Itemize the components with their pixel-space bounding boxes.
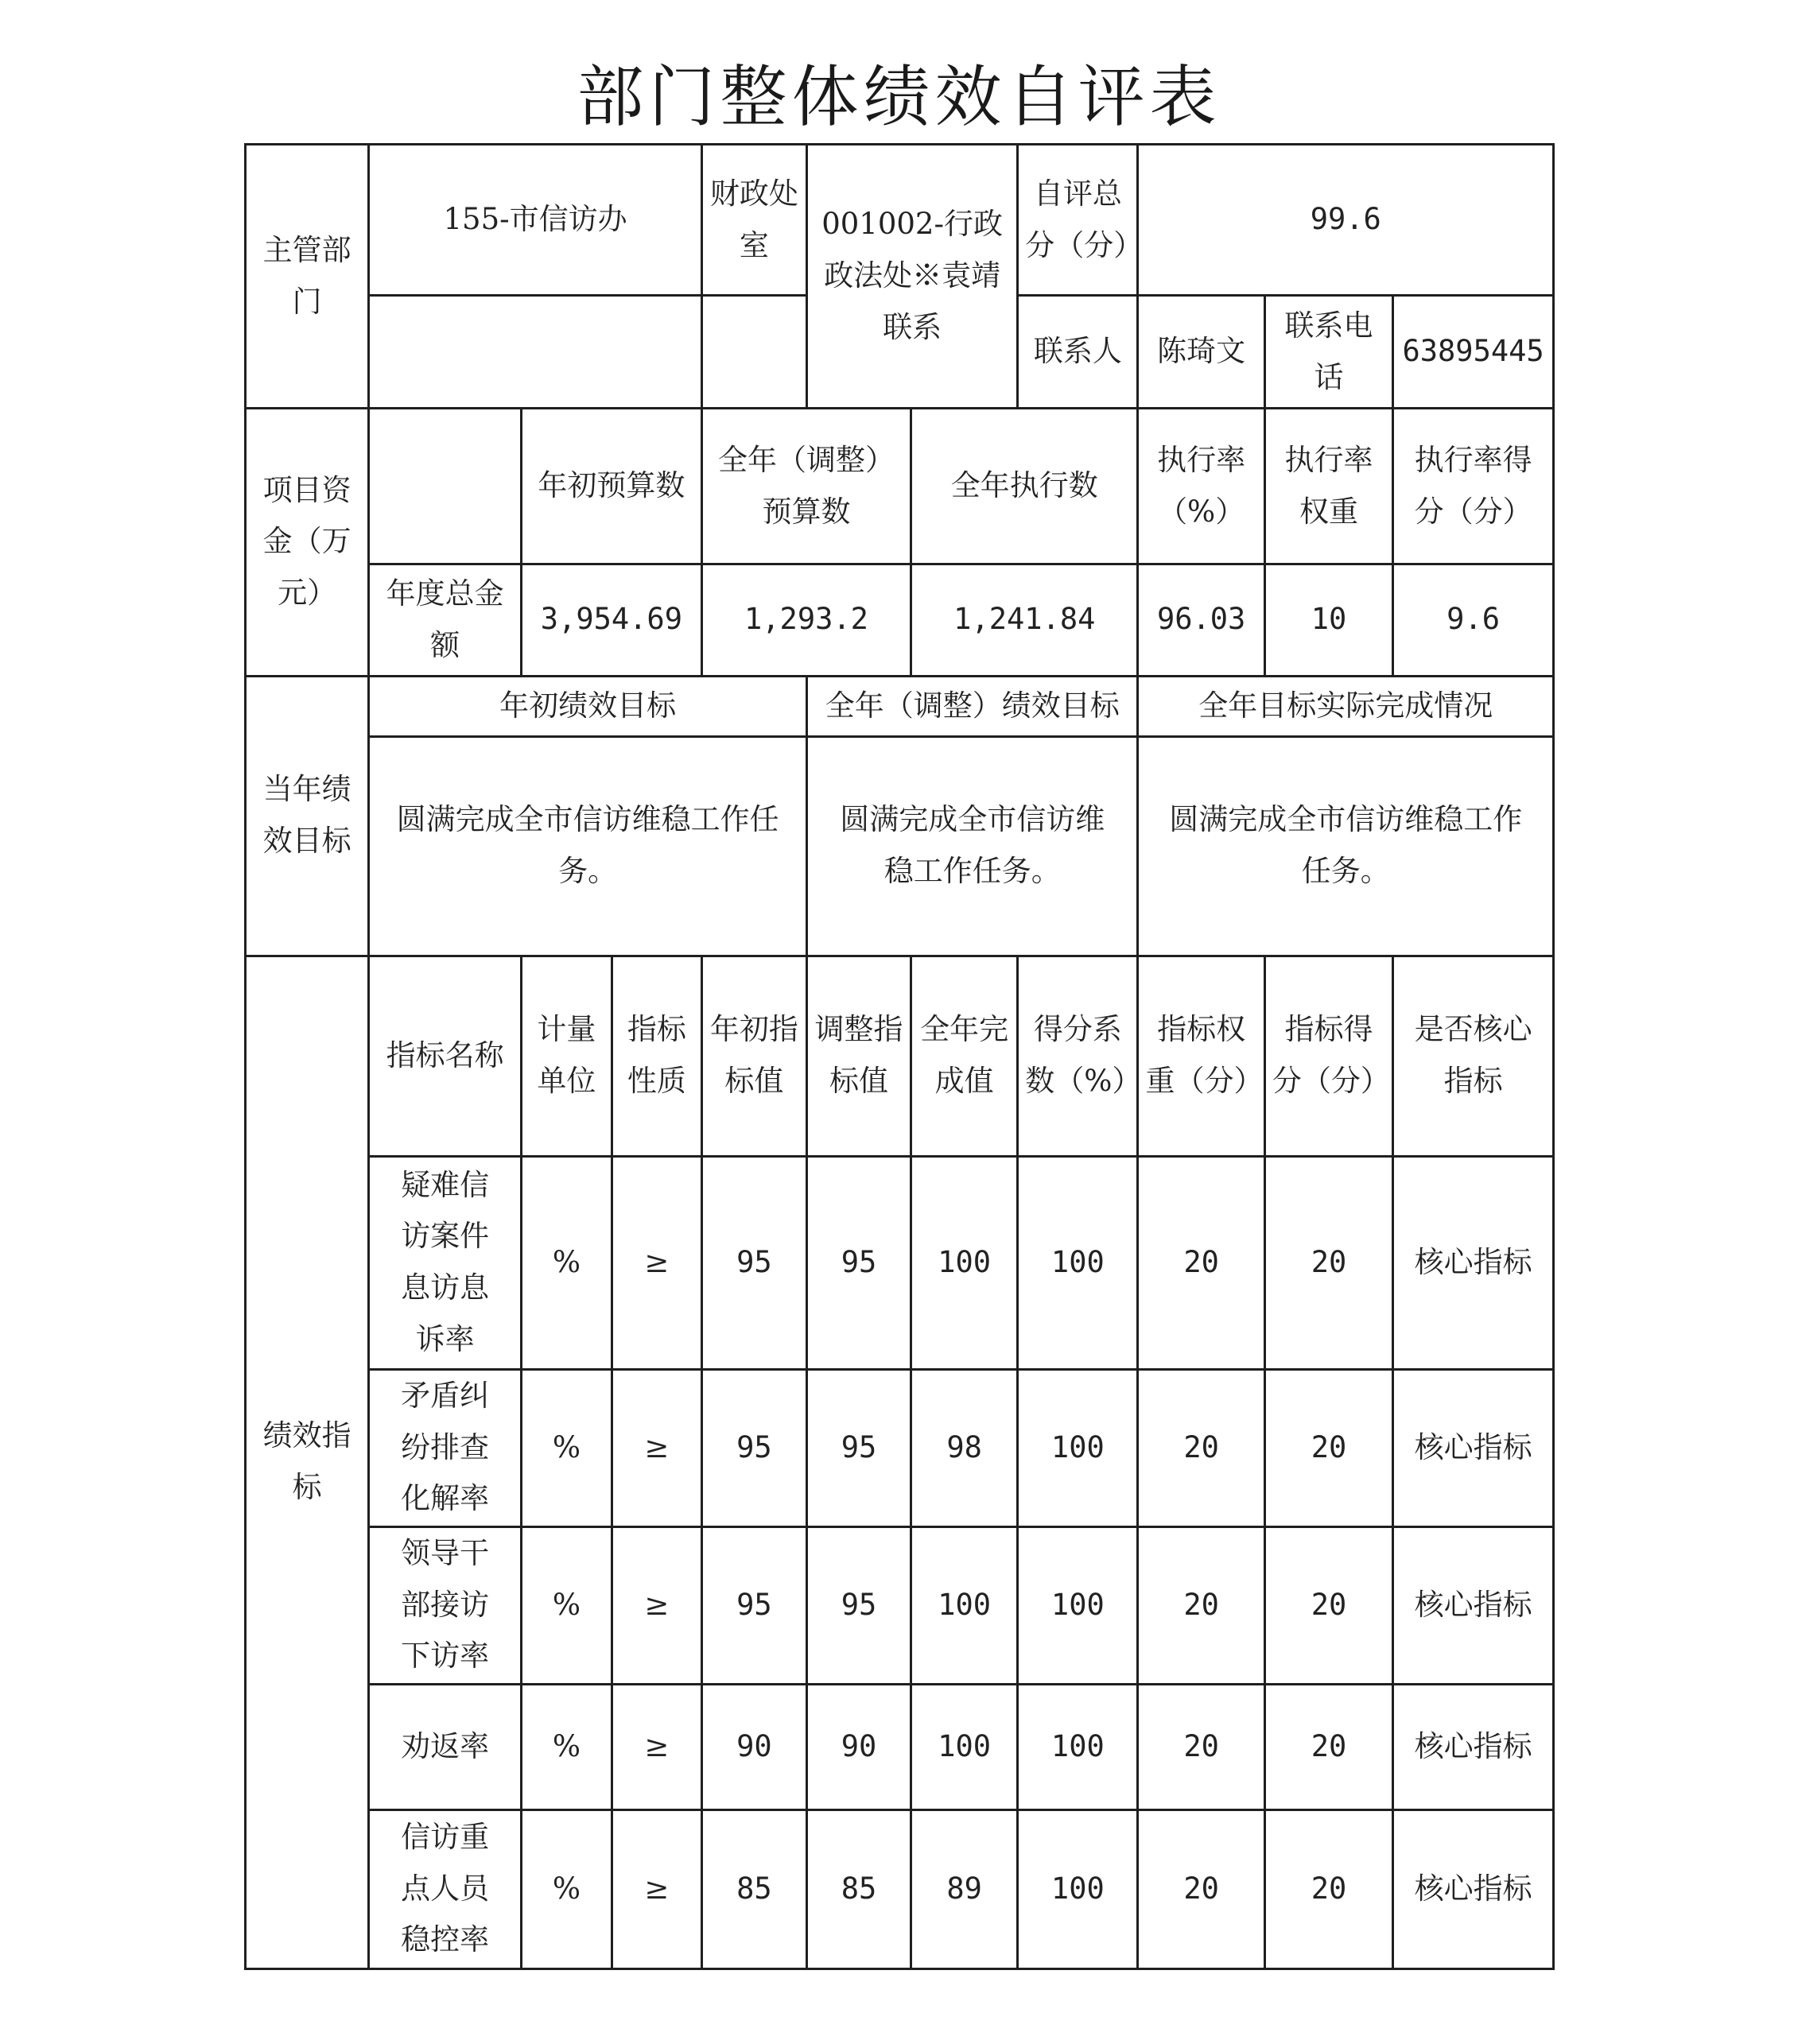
- ind-core: 核心指标: [1393, 1809, 1554, 1968]
- contact-label: 联系人: [1018, 296, 1138, 409]
- ind-actual: 100: [911, 1156, 1018, 1369]
- score-value: 99.6: [1138, 145, 1554, 296]
- finance-label-cont: [701, 296, 806, 409]
- funds-col-executed: 全年执行数: [911, 409, 1138, 564]
- self-evaluation-form: [244, 143, 1555, 1970]
- funds-initial: 3,954.69: [521, 564, 701, 677]
- page-title: 部门整体绩效自评表: [577, 58, 1221, 136]
- ind-initial: 85: [701, 1809, 806, 1968]
- ind-score: 20: [1264, 1526, 1392, 1684]
- funds-col-initial: 年初预算数: [521, 409, 701, 564]
- funds-corner: [369, 409, 522, 564]
- ind-coef: 100: [1018, 1369, 1138, 1526]
- ind-coef: 100: [1018, 1156, 1138, 1369]
- ind-col-actual: 全年完成值: [911, 956, 1018, 1156]
- ind-unit: %: [521, 1684, 612, 1809]
- phone-label: 联系电话: [1264, 296, 1392, 409]
- funds-row-label: 年度总金额: [369, 564, 522, 677]
- ind-initial: 95: [701, 1526, 806, 1684]
- funds-col-adjusted: 全年（调整）预算数: [701, 409, 911, 564]
- ind-score: 20: [1264, 1684, 1392, 1809]
- goals-col-adjusted: 全年（调整）绩效目标: [806, 676, 1138, 736]
- ind-actual: 98: [911, 1369, 1018, 1526]
- ind-adjusted: 95: [806, 1369, 911, 1526]
- goals-actual: 圆满完成全市信访维稳工作任务。: [1138, 736, 1554, 956]
- ind-weight: 20: [1138, 1809, 1264, 1968]
- ind-score: 20: [1264, 1156, 1392, 1369]
- ind-adjusted: 95: [806, 1156, 911, 1369]
- ind-core: 核心指标: [1393, 1369, 1554, 1526]
- ind-nature: ≥: [612, 1684, 701, 1809]
- table-row: [246, 1369, 1554, 1526]
- funds-rate: 96.03: [1138, 564, 1264, 677]
- table-row: [246, 1156, 1554, 1369]
- funds-section-label: 项目资金（万元）: [246, 409, 369, 677]
- ind-initial: 90: [701, 1684, 806, 1809]
- ind-col-adjusted: 调整指标值: [806, 956, 911, 1156]
- table-row: [246, 1526, 1554, 1684]
- goals-adjusted: 圆满完成全市信访维稳工作任务。: [806, 736, 1138, 956]
- ind-unit: %: [521, 1526, 612, 1684]
- funds-col-weight: 执行率权重: [1264, 409, 1392, 564]
- dept-label: 主管部门: [246, 145, 369, 409]
- ind-nature: ≥: [612, 1809, 701, 1968]
- ind-unit: %: [521, 1369, 612, 1526]
- ind-core: 核心指标: [1393, 1684, 1554, 1809]
- ind-core: 核心指标: [1393, 1526, 1554, 1684]
- finance-value: 001002-行政政法处※袁靖联系: [806, 145, 1017, 409]
- ind-col-name: 指标名称: [369, 956, 522, 1156]
- ind-actual: 100: [911, 1684, 1018, 1809]
- ind-name: 领导干部接访下访率: [369, 1526, 522, 1684]
- goals-col-actual: 全年目标实际完成情况: [1138, 676, 1554, 736]
- ind-weight: 20: [1138, 1526, 1264, 1684]
- goals-section-label: 当年绩效目标: [246, 676, 369, 956]
- ind-name: 疑难信访案件息访息诉率: [369, 1156, 522, 1369]
- ind-core: 核心指标: [1393, 1156, 1554, 1369]
- ind-col-initial: 年初指标值: [701, 956, 806, 1156]
- ind-adjusted: 95: [806, 1526, 911, 1684]
- ind-col-unit: 计量单位: [521, 956, 612, 1156]
- goals-col-initial: 年初绩效目标: [369, 676, 807, 736]
- indicators-section-label: 绩效指标: [246, 956, 369, 1968]
- ind-nature: ≥: [612, 1526, 701, 1684]
- ind-adjusted: 90: [806, 1684, 911, 1809]
- ind-score: 20: [1264, 1369, 1392, 1526]
- dept-value: 155-市信访办: [369, 145, 702, 296]
- ind-col-nature: 指标性质: [612, 956, 701, 1156]
- ind-unit: %: [521, 1156, 612, 1369]
- ind-col-weight: 指标权重（分）: [1138, 956, 1264, 1156]
- funds-col-score: 执行率得分（分）: [1393, 409, 1554, 564]
- score-label: 自评总分（分）: [1018, 145, 1138, 296]
- contact-value: 陈琦文: [1138, 296, 1264, 409]
- ind-actual: 100: [911, 1526, 1018, 1684]
- funds-adjusted: 1,293.2: [701, 564, 911, 677]
- ind-coef: 100: [1018, 1526, 1138, 1684]
- funds-col-rate: 执行率（%）: [1138, 409, 1264, 564]
- goals-initial: 圆满完成全市信访维稳工作任务。: [369, 736, 807, 956]
- ind-initial: 95: [701, 1369, 806, 1526]
- phone-value: 63895445: [1393, 296, 1554, 409]
- ind-initial: 95: [701, 1156, 806, 1369]
- ind-score: 20: [1264, 1809, 1392, 1968]
- ind-coef: 100: [1018, 1809, 1138, 1968]
- funds-executed: 1,241.84: [911, 564, 1138, 677]
- ind-actual: 89: [911, 1809, 1018, 1968]
- ind-weight: 20: [1138, 1684, 1264, 1809]
- ind-name: 矛盾纠纷排查化解率: [369, 1369, 522, 1526]
- ind-col-score: 指标得分（分）: [1264, 956, 1392, 1156]
- ind-nature: ≥: [612, 1156, 701, 1369]
- ind-name: 劝返率: [369, 1684, 522, 1809]
- funds-weight: 10: [1264, 564, 1392, 677]
- ind-weight: 20: [1138, 1156, 1264, 1369]
- ind-adjusted: 85: [806, 1809, 911, 1968]
- table-row: [246, 1684, 1554, 1809]
- ind-col-coef: 得分系数（%）: [1018, 956, 1138, 1156]
- table-row: [246, 1809, 1554, 1968]
- ind-name: 信访重点人员稳控率: [369, 1809, 522, 1968]
- dept-value-cont: [369, 296, 702, 409]
- funds-score: 9.6: [1393, 564, 1554, 677]
- ind-coef: 100: [1018, 1684, 1138, 1809]
- ind-col-core: 是否核心指标: [1393, 956, 1554, 1156]
- ind-weight: 20: [1138, 1369, 1264, 1526]
- ind-unit: %: [521, 1809, 612, 1968]
- finance-label: 财政处室: [701, 145, 806, 296]
- ind-nature: ≥: [612, 1369, 701, 1526]
